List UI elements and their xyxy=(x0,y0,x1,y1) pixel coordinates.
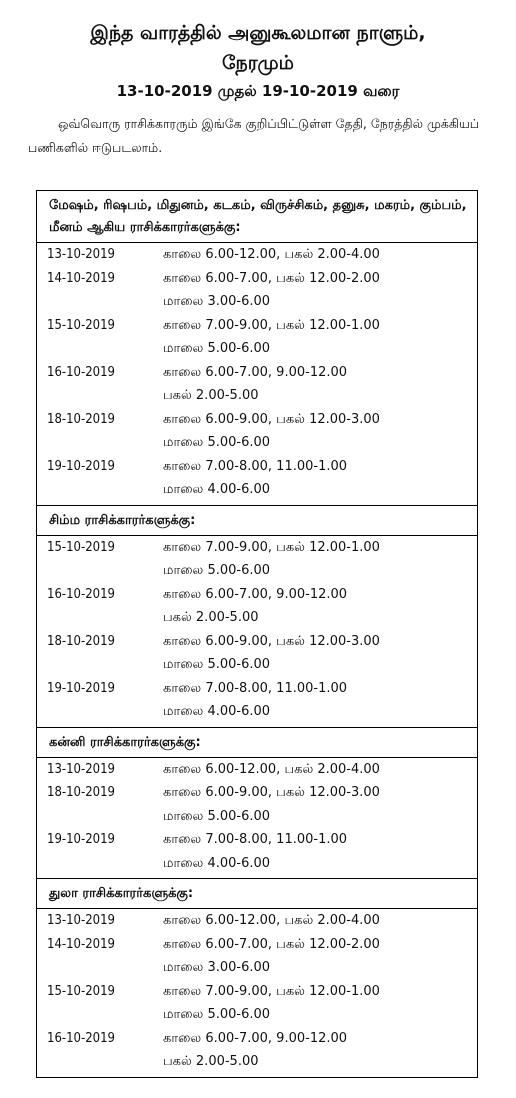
schedule-date: 18-10-2019 xyxy=(47,411,115,427)
schedule-times xyxy=(163,758,477,782)
time-slot-line: காலை 6.00-7.00, 9.00-12.00 xyxy=(163,586,348,602)
time-slot-line: காலை 7.00-8.00, 11.00-1.00 xyxy=(163,832,348,847)
schedule-date: 13-10-2019 xyxy=(47,913,115,928)
schedule-row xyxy=(37,314,477,361)
time-slot-line: காலை 7.00-9.00, பகல் 12.00-1.00 xyxy=(163,983,380,999)
schedule-row xyxy=(37,536,477,583)
schedule-row xyxy=(37,828,477,875)
schedule-times xyxy=(163,909,477,933)
schedule-date: 16-10-2019 xyxy=(47,364,115,380)
schedule-times xyxy=(163,828,477,875)
time-slot-line: மாலை 5.00-6.00 xyxy=(163,657,271,672)
time-slot-line: பகல் 2.00-5.00 xyxy=(163,388,259,403)
rasi-group-heading: துலா ராசிக்காரர்களுக்கு: xyxy=(37,879,477,909)
time-slot-line: காலை 7.00-9.00, பகல் 12.00-1.00 xyxy=(163,317,380,333)
time-slot-line: காலை 6.00-12.00, பகல் 2.00-4.00 xyxy=(163,247,380,262)
schedule-row xyxy=(37,933,477,980)
time-slot-line: காலை 6.00-9.00, பகல் 12.00-3.00 xyxy=(163,785,380,800)
schedule-row xyxy=(37,361,477,408)
schedule-date: 13-10-2019 xyxy=(47,761,115,777)
time-slot-line: மாலை 4.00-6.00 xyxy=(163,855,271,871)
schedule-times xyxy=(163,243,477,267)
time-slot-line: காலை 7.00-8.00, 11.00-1.00 xyxy=(163,680,348,696)
schedule-row xyxy=(37,267,477,314)
schedule-row xyxy=(37,455,477,502)
rasi-group-body xyxy=(37,536,477,727)
schedule-date: 15-10-2019 xyxy=(47,539,115,555)
schedule-row xyxy=(37,630,477,677)
time-slot-line: மாலை 4.00-6.00 xyxy=(163,704,271,719)
time-slot-line: மாலை 3.00-6.00 xyxy=(163,294,271,309)
rasi-group-body xyxy=(37,243,477,505)
time-slot-line: காலை 6.00-7.00, 9.00-12.00 xyxy=(163,1030,348,1046)
time-slot-line: மாலை 5.00-6.00 xyxy=(163,435,271,450)
time-slot-line: காலை 6.00-12.00, பகல் 2.00-4.00 xyxy=(163,913,380,928)
time-slot-line: காலை 6.00-7.00, 9.00-12.00 xyxy=(163,364,348,380)
schedule-date: 18-10-2019 xyxy=(47,633,115,649)
schedule-date: 19-10-2019 xyxy=(47,832,115,847)
schedule-times xyxy=(163,536,477,583)
schedule-times xyxy=(163,361,477,408)
schedule-date: 14-10-2019 xyxy=(47,270,115,286)
schedule-date: 19-10-2019 xyxy=(47,680,115,696)
date-range: 13-10-2019 முதல் 19-10-2019 வரை xyxy=(116,82,400,100)
schedule-times xyxy=(163,267,477,314)
schedule-date: 16-10-2019 xyxy=(47,586,115,602)
time-slot-line: பகல் 2.00-5.00 xyxy=(163,610,259,625)
schedule-row xyxy=(37,1027,477,1074)
time-slot-line: காலை 7.00-8.00, 11.00-1.00 xyxy=(163,458,348,474)
time-slot-line: மாலை 5.00-6.00 xyxy=(163,563,271,578)
schedule-date: 15-10-2019 xyxy=(47,983,115,999)
time-slot-line: காலை 6.00-7.00, பகல் 12.00-2.00 xyxy=(163,270,380,286)
time-slot-line: மாலை 5.00-6.00 xyxy=(163,1007,271,1022)
schedule-times xyxy=(163,630,477,677)
schedule-date: 18-10-2019 xyxy=(47,785,115,800)
title-line-1: இந்த வாரத்தில் அனுகூலமான நாளும், xyxy=(90,22,426,44)
schedule-date: 13-10-2019 xyxy=(47,247,115,262)
time-slot-line: காலை 7.00-9.00, பகல் 12.00-1.00 xyxy=(163,539,380,555)
rasi-group-heading: சிம்ம ராசிக்காரர்களுக்கு: xyxy=(37,506,477,536)
schedule-times xyxy=(163,408,477,455)
schedule-row xyxy=(37,758,477,782)
schedule-row xyxy=(37,243,477,267)
schedule-times xyxy=(163,1027,477,1074)
time-slot-line: பகல் 2.00-5.00 xyxy=(163,1054,259,1069)
schedule-row xyxy=(37,583,477,630)
time-slot-line: மாலை 5.00-6.00 xyxy=(163,341,271,356)
time-slot-line: மாலை 3.00-6.00 xyxy=(163,960,271,975)
schedule-times xyxy=(163,455,477,502)
schedule-times xyxy=(163,980,477,1027)
rasi-group xyxy=(37,727,477,879)
schedule-date: 16-10-2019 xyxy=(47,1030,115,1046)
rasi-group-heading: கன்னி ராசிக்காரர்களுக்கு: xyxy=(37,728,477,758)
schedule-row xyxy=(37,677,477,724)
schedule-date: 14-10-2019 xyxy=(47,936,115,952)
time-slot-line: காலை 6.00-9.00, பகல் 12.00-3.00 xyxy=(163,633,380,649)
schedule-times xyxy=(163,781,477,828)
schedule-row xyxy=(37,980,477,1027)
schedule-times xyxy=(163,933,477,980)
schedule-row xyxy=(37,408,477,455)
schedule-times xyxy=(163,314,477,361)
rasi-group xyxy=(37,878,477,1077)
time-slot-line: மாலை 5.00-6.00 xyxy=(163,808,271,824)
time-slot-line: காலை 6.00-7.00, பகல் 12.00-2.00 xyxy=(163,936,380,952)
time-slot-line: காலை 6.00-12.00, பகல் 2.00-4.00 xyxy=(163,761,380,777)
schedule-times xyxy=(163,583,477,630)
rasi-group-body xyxy=(37,758,477,879)
rasi-group-body xyxy=(37,909,477,1077)
time-slot-line: மாலை 4.00-6.00 xyxy=(163,482,271,497)
schedule-date: 15-10-2019 xyxy=(47,317,115,333)
schedule-table xyxy=(36,190,478,1078)
schedule-row xyxy=(37,909,477,933)
rasi-group-heading: மேஷம், ரிஷபம், மிதுனம், கடகம், விருச்சிகம், தனுசு, மகரம், கும்பம், மீனம் ஆகிய ராசிக்காரர்களுக்கு: xyxy=(37,191,477,243)
schedule-row xyxy=(37,781,477,828)
schedule-times xyxy=(163,677,477,724)
intro-paragraph: ஒவ்வொரு ராசிக்காரரும் இங்கே குறிப்பிட்டுள்ள தேதி, நேரத்தில் முக்கியப் பணிகளில் ஈடுபடலாம். xyxy=(28,116,480,155)
time-slot-line: காலை 6.00-9.00, பகல் 12.00-3.00 xyxy=(163,411,380,427)
schedule-date: 19-10-2019 xyxy=(47,458,115,474)
rasi-group xyxy=(37,191,477,505)
title-line-2: நேரமும் xyxy=(222,52,294,74)
rasi-group xyxy=(37,505,477,727)
